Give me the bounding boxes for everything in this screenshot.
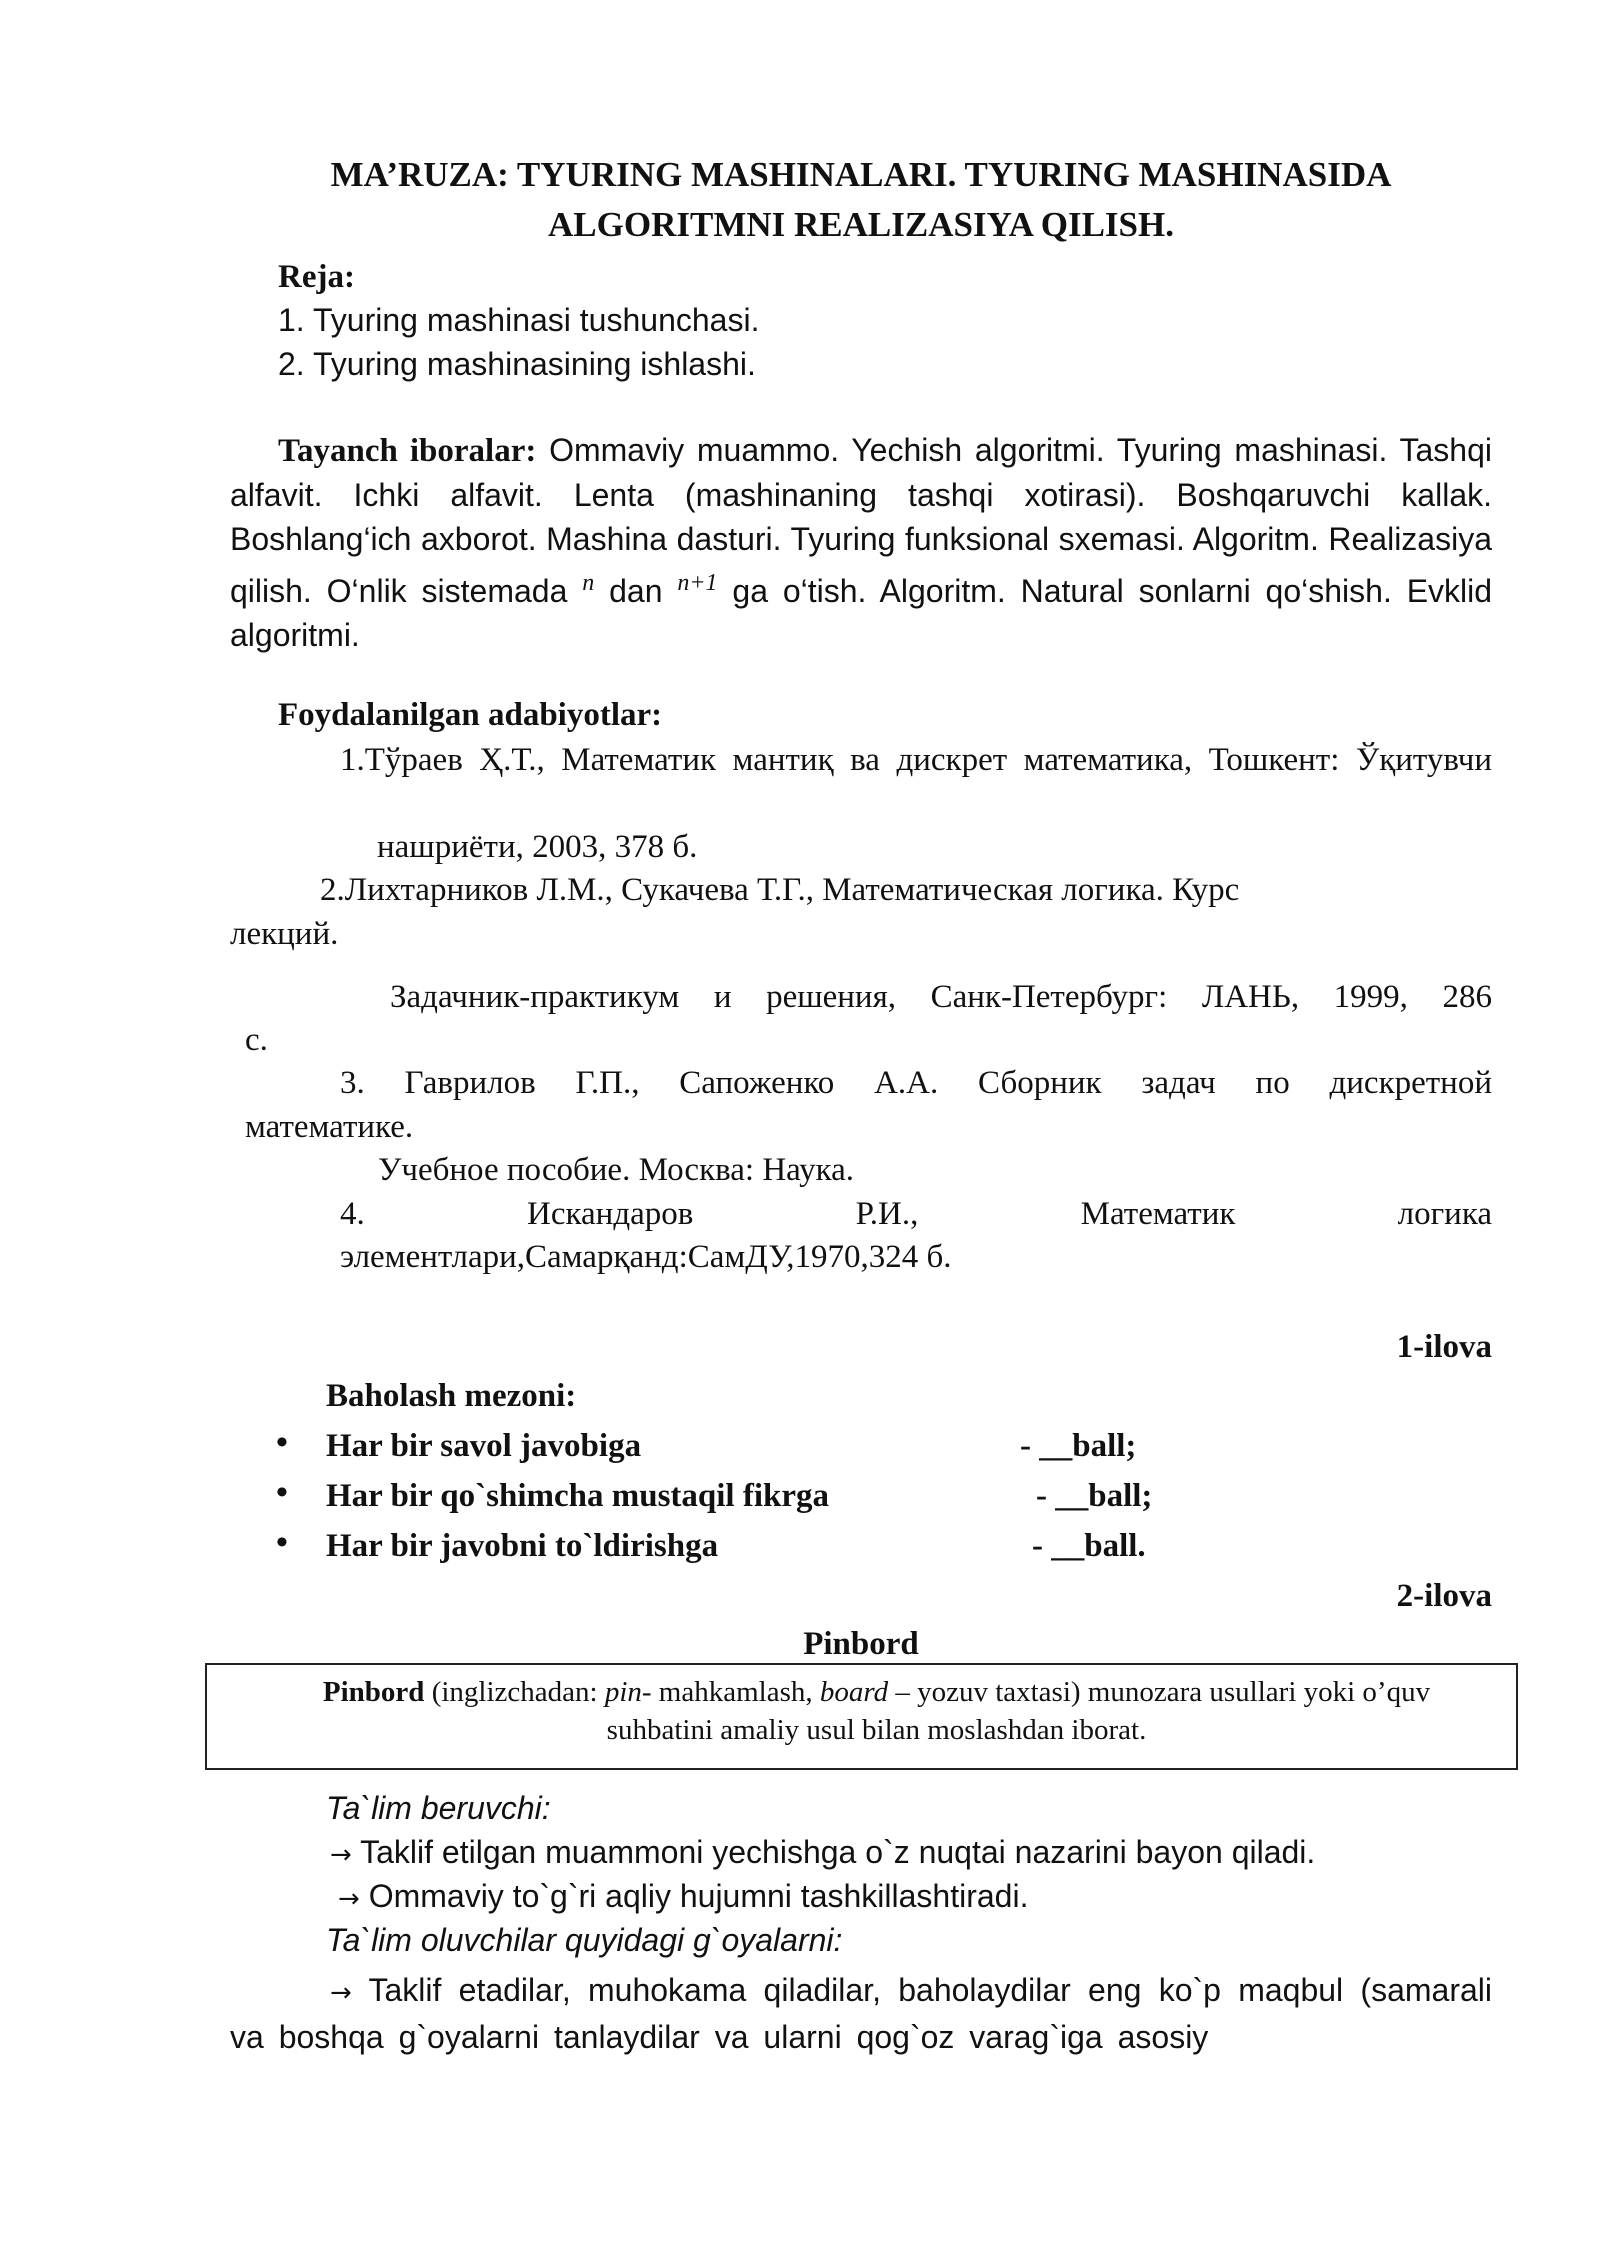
keywords-paragraph (230, 428, 1492, 657)
definition-part-2: - mahkamlash, (641, 1676, 820, 1708)
arrow-icon: → (330, 1978, 352, 2008)
math-n-plus-1: n+1 (677, 570, 718, 596)
arrow-icon: → (338, 1884, 360, 1914)
criterion-3-text: Har bir javobni to`ldirishga (326, 1528, 719, 1564)
keywords-text-2: ga o‘tish. Algoritm. Natural sonlarni qo‘shish. Evklid algoritmi. (230, 573, 1493, 653)
criterion-2-text: Har bir qo`shimcha mustaqil fikrga (326, 1478, 830, 1514)
criterion-3-score: - __ball. (1032, 1528, 1146, 1564)
reference-1-line-2: нашриёти, 2003, 378 б. (377, 829, 698, 865)
bullet-2: • (276, 1474, 288, 1511)
reference-2-line-3: Задачник-практикум и решения, Санк-Петербург: ЛАНЬ, 1999, 286 (390, 979, 1492, 1015)
students-text: Taklif etadilar, muhokama qiladilar, baholaydilar eng ko`p maqbul (samarali va boshqa g`oyalarni tanlaydilar va ularni qog`oz varag`iga asosiy (230, 1972, 1493, 2055)
pinbord-heading: Pinbord (803, 1626, 919, 1662)
teacher-item-1 (330, 1830, 1315, 1877)
keywords-text-1: Ommaviy muammo. Yechish algoritmi. Tyuring mashinasi. Tashqi alfavit. Ichki alfavit. Lenta (mashinaning tashqi xotirasi). Boshqaruvchi kallak. Boshlang‘ich axborot. Mashina dasturi. Tyuring funksional sxemasi. Algoritm. Realizasiya qilish. O‘nlik sistemada (230, 432, 1493, 609)
students-label: Ta`lim oluvchilar quyidagi g`oyalarni: (326, 1922, 843, 1958)
reference-1-line-1: 1.Тўраев Ҳ.Т., Математик мантиқ ва дискрет математика, Тошкент: Ўқитувчи (340, 742, 1492, 778)
reference-2-line-1: 2.Лихтарников Л.М., Сукачева Т.Г., Математическая логика. Курс (320, 872, 1240, 908)
criterion-1-text: Har bir savol javobiga (326, 1428, 642, 1464)
pinbord-term: Pinbord (322, 1676, 425, 1708)
references-heading: Foydalanilgan adabiyotlar: (278, 697, 663, 733)
reference-2-line-2: лекций. (230, 916, 339, 952)
teacher-item-2 (338, 1874, 1028, 1921)
reference-4-line-1: 4. Искандаров Р.И., Математик логика (340, 1196, 1492, 1232)
pinbord-definition-box (205, 1663, 1518, 1770)
appendix-2-label: 2-ilova (1396, 1578, 1492, 1614)
math-n: n (582, 570, 595, 596)
definition-part-3: – yozuv taxtasi) munozara usullari yoki o’quv suhbatini amaliy usul bilan moslashdan iborat. (606, 1676, 1431, 1746)
criterion-2-score: - __ball; (1036, 1478, 1153, 1514)
bullet-1: • (276, 1424, 288, 1461)
teacher-item-1-text: Taklif etilgan muammoni yechishga o`z nuqtai nazarini bayon qiladi. (360, 1834, 1316, 1870)
appendix-1-label: 1-ilova (1396, 1329, 1492, 1365)
plan-item-1: 1. Tyuring mashinasi tushunchasi. (278, 302, 760, 338)
reference-2-line-4: с. (245, 1022, 268, 1058)
criteria-heading: Baholash mezoni: (326, 1378, 577, 1414)
keywords-dan: dan (609, 573, 663, 609)
pinbord-definition (267, 1673, 1486, 1749)
title-line-1: MA’RUZA: TYURING MASHINALARI. TYURING MASHINASIDA (330, 155, 1392, 194)
bullet-3: • (276, 1524, 288, 1561)
teacher-item-2-text: Ommaviy to`g`ri aqliy hujumni tashkillashtiradi. (368, 1878, 1029, 1914)
plan-heading: Reja: (278, 259, 355, 295)
reference-3-line-1: 3. Гаврилов Г.П., Сапоженко А.А. Сборник задач по дискретной (340, 1065, 1492, 1101)
definition-pin: pin (604, 1676, 642, 1708)
criterion-1-score: - __ball; (1020, 1428, 1137, 1464)
arrow-icon: → (330, 1840, 352, 1870)
teacher-label: Ta`lim beruvchi: (326, 1790, 551, 1826)
document-title (230, 150, 1492, 250)
definition-board: board (819, 1676, 889, 1708)
students-paragraph (230, 1968, 1492, 2059)
reference-4-line-2: элементлари,Самарқанд:СамДУ,1970,324 б. (340, 1239, 952, 1275)
plan-item-2: 2. Tyuring mashinasining ishlashi. (278, 346, 756, 382)
definition-part-1: (inglizchadan: (424, 1676, 605, 1708)
reference-3-line-3: Учебное пособие. Москва: Наука. (378, 1152, 855, 1188)
keywords-label: Tayanch iboralar: (278, 433, 537, 469)
reference-3-line-2: математике. (245, 1109, 414, 1145)
title-line-2: ALGORITMNI REALIZASIYA QILISH. (548, 205, 1174, 244)
